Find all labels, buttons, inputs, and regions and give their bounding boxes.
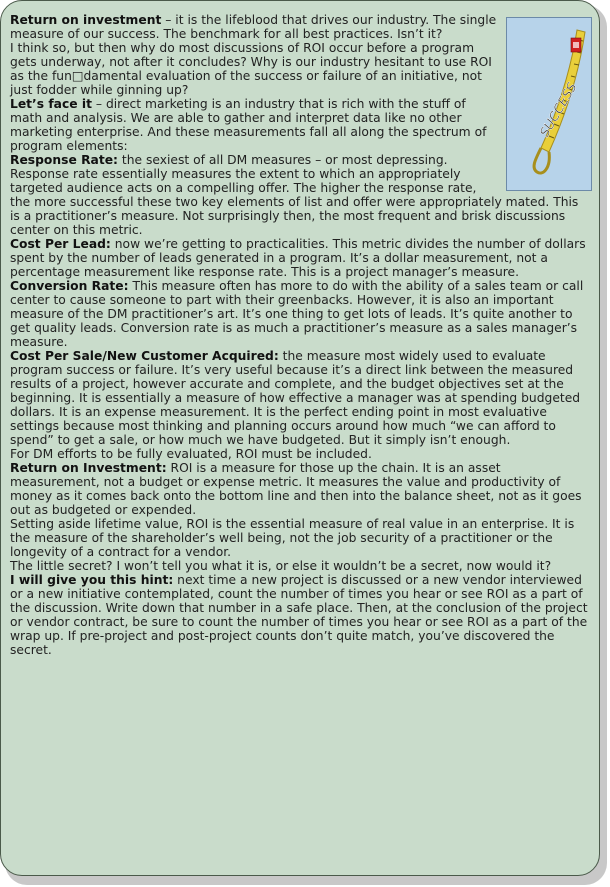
paragraph-text: The little secret? I won’t tell you what it is, or else it wouldn’t be a secret, now would it? (10, 559, 552, 573)
paragraph-lead: Let’s face it (10, 97, 92, 111)
paragraph-text: now we’re getting to practicalities. This metric divides the number of dollars spent by the number of leads generated in a program. It’s a dollar measurement, not a percentage measurement like response rate. This is a project manager’s measure. (10, 237, 586, 279)
article-paragraph (10, 97, 592, 153)
paragraph-lead: Cost Per Lead: (10, 237, 111, 251)
article-paragraph (10, 279, 592, 349)
paragraph-text: the sexiest of all DM measures – or most depressing. Response rate essentially measures the extent to which an appropriately targeted audience acts on a compelling offer. The higher the response rate, the more successful these two key elements of list and offer were appropriately mated. This is a practitioner’s measure. Not surprisingly then, the most frequent and brisk discussions center on this metric. (10, 153, 579, 237)
paragraph-lead: Return on investment (10, 13, 162, 27)
paragraph-text: the measure most widely used to evaluate program success or failure. It’s very useful because it’s a direct link between the measured results of a project, however accurate and complete, and the budget objectives set at the beginning. It is essentially a measure of how effective a manager was at spending budgeted dollars. It is an expense measurement. It is the perfect ending point in most evaluative settings because most thinking and planning occurs around how much “we can afford to spend” to get a sale, or how much we have budgeted. But it simply isn’t enough. (10, 349, 581, 447)
article-paragraph (10, 517, 592, 559)
paragraph-lead: Conversion Rate: (10, 279, 129, 293)
article-paragraph (10, 559, 592, 573)
article-paragraph (10, 237, 592, 279)
paragraph-lead: Return on Investment: (10, 461, 167, 475)
paragraph-text: – it is the lifeblood that drives our industry. The single measure of our success. The benchmark for all best practices. Isn’t it? (10, 13, 497, 41)
paragraph-text: Setting aside lifetime value, ROI is the essential measure of real value in an enterprise. It is the measure of the shareholder’s well being, not the job security of a practitioner or the longevity of a contract for a vendor. (10, 517, 575, 559)
success-tape-image (506, 17, 592, 191)
paragraph-text: For DM efforts to be fully evaluated, ROI must be included. (10, 447, 372, 461)
measuring-tape-illustration (507, 18, 592, 191)
article-paragraph (10, 447, 592, 461)
article-paragraph (10, 573, 592, 657)
article-body (10, 13, 592, 657)
paragraph-lead: Cost Per Sale/New Customer Acquired: (10, 349, 279, 363)
article-paragraph (10, 41, 592, 97)
paragraph-lead: Response Rate: (10, 153, 118, 167)
paragraph-list (10, 13, 592, 657)
article-paragraph (10, 349, 592, 447)
paragraph-text: This measure often has more to do with the ability of a sales team or call center to cause someone to part with their greenbacks. However, it is also an important measure of the DM practitioner’s art. It’s one thing to get lots of leads. It’s quite another to get quality leads. Conversion rate is as much a practitioner’s measure as a sales manager’s measure. (10, 279, 584, 349)
article-paragraph (10, 153, 592, 237)
article-paragraph (10, 461, 592, 517)
paragraph-text: next time a new project is discussed or a new vendor interviewed or a new initiative contemplated, count the number of times you hear or see ROI as a part of the discussion. Write down that number in a safe place. Then, at the conclusion of the project or vendor contract, be sure to count the number of times you hear or see ROI as a part of the wrap up. If pre-project and post-project counts don’t quite match, you’ve discovered the secret. (10, 573, 588, 657)
paragraph-text: ROI is a measure for those up the chain. It is an asset measurement, not a budget or expense metric. It measures the value and productivity of money as it comes back onto the bottom line and then into the balance sheet, not as it goes out as budgeted or expended. (10, 461, 582, 517)
article-paragraph (10, 13, 592, 41)
success-word: SUCCESS (537, 80, 581, 140)
paragraph-text: – direct marketing is an industry that is rich with the stuff of math and analysis. We are able to gather and interpret data like no other marketing enterprise. And these measurements fall all along the spectrum of program elements: (10, 97, 487, 153)
paragraph-lead: I will give you this hint: (10, 573, 174, 587)
paragraph-text: I think so, but then why do most discussions of ROI occur before a program gets underway, not after it concludes? Why is our industry hesitant to use ROI as the fun□damental evaluation of the success or failure of an initiative, not just fodder while ginning up? (10, 41, 492, 97)
